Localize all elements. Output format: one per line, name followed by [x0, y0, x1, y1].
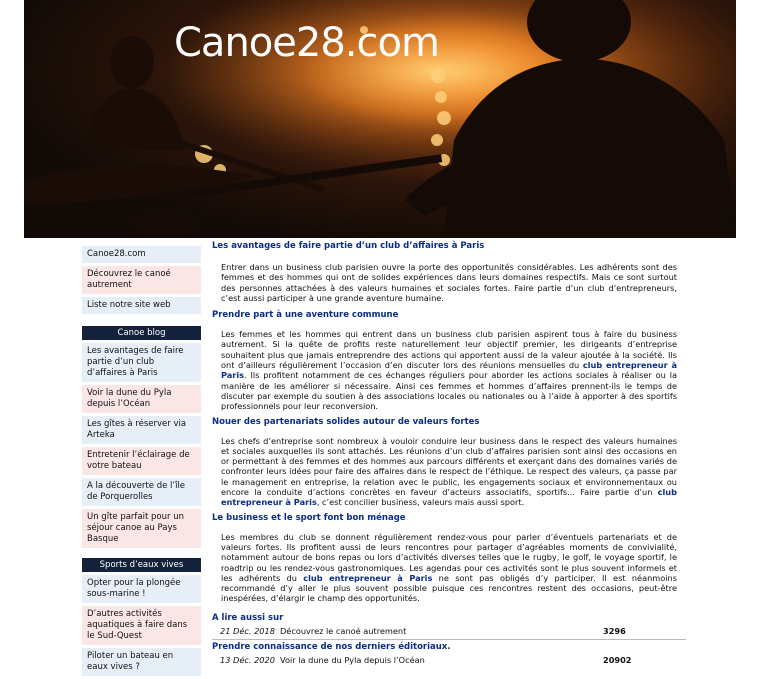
section-title-partenariats: Nouer des partenariats solides autour de valeurs fortes — [212, 416, 480, 427]
article-intro — [221, 262, 677, 303]
see-also-title: A lire aussi sur — [212, 612, 284, 623]
section-text-aventure-b: . Ils profitent notamment de ces échanges réguliers pour aborder les actions sociales à réaliser ou la manière de les améliorer si nécessaire. Ainsi ces femmes et hommes d’affaires prennent-ils le temps de discuter par exemple du soutien à des associations locales ou nationales ou à l’aide à apporter à des sportifs professionnels pour leur reconversion. — [221, 370, 677, 412]
section-text-sport-b: ne sont pas obligés d’y participer. Il est néanmoins recommandé d’y aller le plus souvent possible puisque ces rencontres restent des occasions, peut-être inespérées, d’élargir le champ des opportunités. — [221, 572, 678, 604]
site-logo[interactable]: Canoe28.com — [174, 20, 439, 66]
row-title-link[interactable]: Découvrez le canoé autrement — [280, 625, 407, 636]
sidebar-item-sports-2[interactable]: D’autres activités aquatiques à faire dans le Sud-Quest — [82, 606, 201, 645]
sidebar-item-blog-4[interactable]: Entretenir l’éclairage de votre bateau — [82, 447, 201, 475]
row-date: 21 Déc. 2018 — [220, 625, 275, 636]
sidebar-header-sports: Sports d’eaux vives — [82, 558, 201, 572]
sidebar-item-sports-1[interactable]: Opter pour la plongée sous-marine ! — [82, 575, 201, 603]
section-text-sport — [221, 532, 677, 604]
row-date: 13 Déc. 2020 — [220, 654, 275, 665]
row-count: 3296 — [603, 625, 626, 636]
section-text-partenariats-a: Les chefs d’entreprise sont nombreux à vouloir conduire leur business dans le respect des valeurs humaines et sociales auxquelles ils sont attachés. Les réunions d’un club d’affaires parisien sont ainsi des occasions en or permettant à des femmes et des hommes aux parcours différents et exerçant dans des domaines variés de confronter leurs idées pour faire des affaires dans le respect de l’éthique. Le respect des valeurs, ça passe par le management en entreprise, la relation avec le public, les engagements sociaux et environnementaux ou encore la conduite d’actions concrètes en faveur d’acteurs associatifs, sportifs... Faire partie d’un — [221, 435, 677, 498]
sidebar-item-discover[interactable]: Découvrez le canoé autrement — [82, 266, 201, 294]
article-title: Les avantages de faire partie d’un club d’affaires à Paris — [212, 241, 485, 251]
main-content — [212, 238, 686, 665]
article-intro-text: Entrer dans un business club parisien ouvre la porte des opportunités considérables. Les adhérents sont des femmes et des hommes qui ont de solides expériences dans leurs domaines respectifs. Mais ce sont surtout des personnes attachées à des valeurs humaines et sociales fortes. Faire partie d’un club d’entrepreneurs, c’est aussi participer à une grande aventure humaine. — [221, 262, 677, 303]
sidebar-item-blog-3[interactable]: Les gîtes à réserver via Arteka — [82, 416, 201, 444]
sidebar-header-blog: Canoe blog — [82, 326, 201, 340]
section-text-aventure — [221, 329, 677, 411]
latest-title: Prendre connaissance de nos derniers éditoriaux. — [212, 641, 451, 652]
latest-row[interactable] — [212, 653, 686, 668]
sidebar-item-home[interactable]: Canoe28.com — [82, 246, 201, 263]
section-title-sport: Le business et le sport font bon ménage — [212, 512, 406, 523]
sidebar — [82, 241, 201, 679]
section-text-partenariats-b: , c’est concilier business, valeurs mais aussi sport. — [316, 497, 525, 508]
sidebar-item-sports-3[interactable]: Piloter un bateau en eaux vives ? — [82, 648, 201, 676]
divider — [212, 639, 686, 640]
section-text-sport-a: Les membres du club se donnent régulièrement rendez-vous pour parler d’éventuels partenariats et de valeurs fortes. Ils profitent aussi de leurs rencontres pour partager d’agréables moments de convivialité, notamment autour de bons repas ou lors d’activités diverses telles que le rugby, le golf, le voyage sportif, le roadtrip ou les rendez-vous gastronomiques. Les agendas pour ces activités sont le plus souvent informels et les adhérents du — [221, 531, 677, 583]
club-entrepreneur-link-1[interactable]: club entrepreneur à Paris — [221, 360, 677, 381]
section-text-aventure-a: Les femmes et les hommes qui entrent dans un business club parisien aspirent tous à faire du business autrement. Si la quête de profits reste naturellement leur objectif premier, les dirigeants d’entreprise souhaitent plus que jamais entreprendre des actions qui apportent aussi de la valeur ajoutée à la société. Ils ont d’ailleurs régulièrement l’occasion d’en discuter lors des réunions mensuelles du — [221, 329, 677, 371]
row-count: 20902 — [603, 654, 632, 665]
club-entrepreneur-link-2[interactable]: club entrepreneur à Paris — [221, 487, 677, 508]
club-entrepreneur-link-3[interactable]: club entrepreneur à Paris — [303, 572, 433, 583]
section-text-partenariats — [221, 436, 677, 508]
sidebar-item-blog-2[interactable]: Voir la dune du Pyla depuis l’Océan — [82, 385, 201, 413]
header-banner — [24, 0, 736, 238]
section-title-aventure: Prendre part à une aventure commune — [212, 310, 399, 321]
sidebar-item-blog-6[interactable]: Un gîte parfait pour un séjour canoe au Pays Basque — [82, 509, 201, 548]
sidebar-item-blog-5[interactable]: A la découverte de l’île de Porquerolles — [82, 478, 201, 506]
sidebar-item-blog-1[interactable]: Les avantages de faire partie d’un club d’affaires à Paris — [82, 343, 201, 382]
sidebar-item-list-site[interactable]: Liste notre site web — [82, 297, 201, 314]
row-title-link[interactable]: Voir la dune du Pyla depuis l’Océan — [280, 654, 425, 665]
see-also-row[interactable] — [212, 624, 686, 639]
